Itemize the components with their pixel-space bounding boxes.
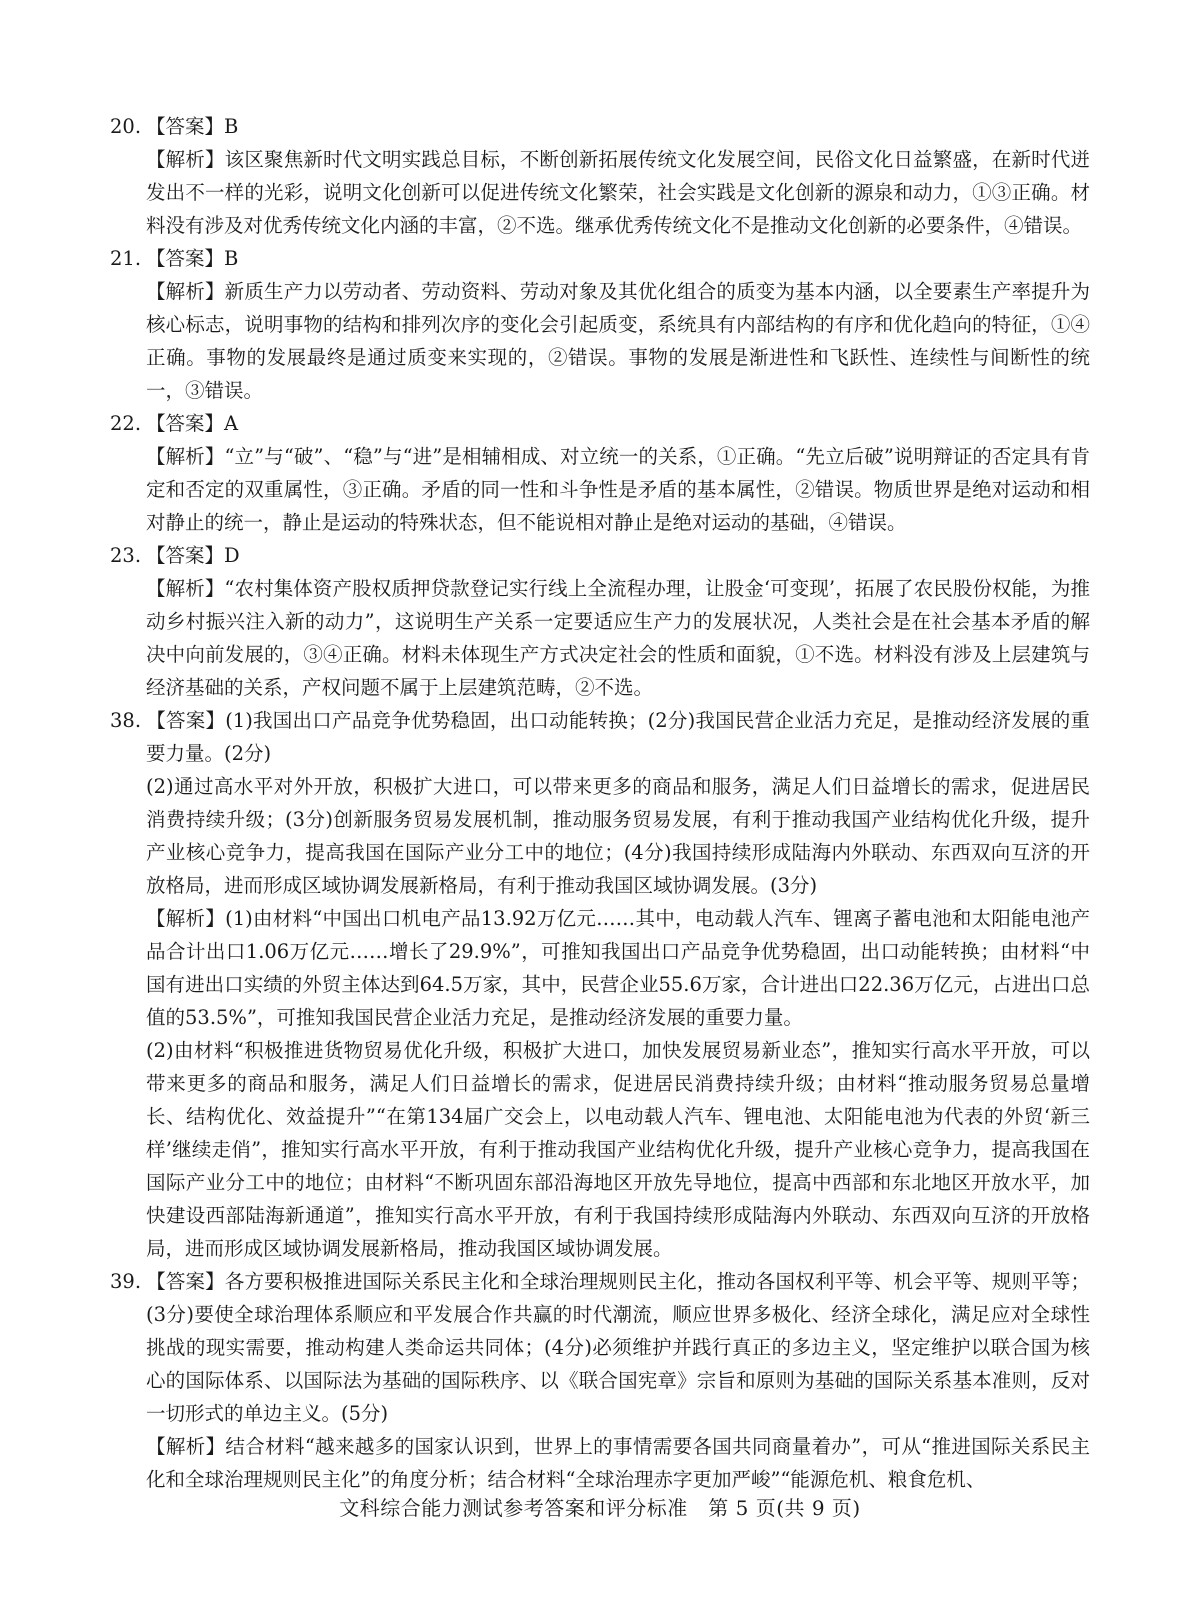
explanation-paragraph: 【解析】结合材料“越来越多的国家认识到，世界上的事情需要各国共同商量着办”，可从“推进国际关系民主化和全球治理规则民主化”的角度分析；结合材料“全球治理赤字更加严峻”“能源危机、粮食危机、 <box>146 1435 1090 1491</box>
explanation-paragraph: 【解析】新质生产力以劳动者、劳动资料、劳动对象及其优化组合的质变为基本内涵，以全要素生产率提升为核心标志，说明事物的结构和排列次序的变化会引起质变，系统具有内部结构的有序和优化趋向的特征，①④正确。事物的发展最终是通过质变来实现的，②错误。事物的发展是渐进性和飞跃性、连续性与间断性的统一，③错误。 <box>146 280 1090 402</box>
question-number: 21. <box>110 247 142 270</box>
question-block <box>110 110 1090 242</box>
answer-text: 【答案】B <box>146 115 239 138</box>
question-block <box>110 242 1090 407</box>
answer-line <box>110 1265 1090 1430</box>
question-block <box>110 1265 1090 1496</box>
answer-text: 【答案】D <box>146 544 240 567</box>
answer-text: 【答案】B <box>146 247 239 270</box>
explanation-paragraph: 【解析】“立”与“破”、“稳”与“进”是相辅相成、对立统一的关系，①正确。“先立后破”说明辩证的否定具有肯定和否定的双重属性，③正确。矛盾的同一性和斗争性是矛盾的基本属性，②错误。物质世界是绝对运动和相对静止的统一，静止是运动的特殊状态，但不能说相对静止是绝对运动的基础，④错误。 <box>146 445 1090 534</box>
question-number: 22. <box>110 412 142 435</box>
question-block <box>110 539 1090 704</box>
page-footer: 文科综合能力测试参考答案和评分标准 第 5 页(共 9 页) <box>339 1496 861 1520</box>
answer-line <box>110 407 1090 440</box>
question-number: 23. <box>110 544 142 567</box>
question-number: 20. <box>110 115 142 138</box>
explanation-paragraph: 【解析】(1)由材料“中国出口机电产品13.92万亿元……其中，电动载人汽车、锂离子蓄电池和太阳能电池产品合计出口1.06万亿元……增长了29.9%”，可推知我国出口产品竞争优势稳固，出口动能转换；由材料“中国有进出口实绩的外贸主体达到64.5万家，其中，民营企业55.6万家，合计进出口22.36万亿元，占进出口总值的53.5%”，可推知我国民营企业活力充足，是推动经济发展的重要力量。 <box>146 907 1090 1029</box>
question-block <box>110 704 1090 1265</box>
question-block <box>110 407 1090 539</box>
explanation-paragraph: (2)由材料“积极推进货物贸易优化升级，积极扩大进口，加快发展贸易新业态”，推知实行高水平开放，可以带来更多的商品和服务，满足人们日益增长的需求，促进居民消费持续升级；由材料“推动服务贸易总量增长、结构优化、效益提升”“在第134届广交会上，以电动载人汽车、锂电池、太阳能电池为代表的外贸‘新三样’继续走俏”，推知实行高水平开放，有利于推动我国产业结构优化升级，提升产业核心竞争力，提高我国在国际产业分工中的地位；由材料“不断巩固东部沿海地区开放先导地位，提高中西部和东北地区开放水平，加快建设西部陆海新通道”，推知实行高水平开放，有利于我国持续形成陆海内外联动、东西双向互济的开放格局，进而形成区域协调发展新格局，推动我国区域协调发展。 <box>146 1039 1090 1260</box>
explanation-paragraph: 【解析】该区聚焦新时代文明实践总目标，不断创新拓展传统文化发展空间，民俗文化日益繁盛，在新时代迸发出不一样的光彩，说明文化创新可以促进传统文化繁荣，社会实践是文化创新的源泉和动力，①③正确。材料没有涉及对优秀传统文化内涵的丰富，②不选。继承优秀传统文化不是推动文化创新的必要条件，④错误。 <box>146 148 1090 237</box>
answer-line <box>110 110 1090 143</box>
answer-line <box>110 704 1090 770</box>
answer-text: 【答案】各方要积极推进国际关系民主化和全球治理规则民主化，推动各国权利平等、机会平等、规则平等；(3分)要使全球治理体系顺应和平发展合作共赢的时代潮流，顺应世界多极化、经济全球化，满足应对全球性挑战的现实需要，推动构建人类命运共同体；(4分)必须维护并践行真正的多边主义，坚定维护以联合国为核心的国际体系、以国际法为基础的国际秩序、以《联合国宪章》宗旨和原则为基础的国际关系基本准则，反对一切形式的单边主义。(5分) <box>146 1270 1090 1425</box>
explanation-paragraph: (2)通过高水平对外开放，积极扩大进口，可以带来更多的商品和服务，满足人们日益增长的需求，促进居民消费持续升级；(3分)创新服务贸易发展机制，推动服务贸易发展，有利于推动我国产业结构优化升级，提升产业核心竞争力，提高我国在国际产业分工中的地位；(4分)我国持续形成陆海内外联动、东西双向互济的开放格局，进而形成区域协调发展新格局，有利于推动我国区域协调发展。(3分) <box>146 775 1090 897</box>
answer-content <box>110 110 1090 1496</box>
answer-text: 【答案】(1)我国出口产品竞争优势稳固，出口动能转换；(2分)我国民营企业活力充足，是推动经济发展的重要力量。(2分) <box>146 709 1090 765</box>
answer-text: 【答案】A <box>146 412 239 435</box>
question-number: 38. <box>110 709 142 732</box>
answer-line <box>110 242 1090 275</box>
explanation-paragraph: 【解析】“农村集体资产股权质押贷款登记实行线上全流程办理，让股金‘可变现’，拓展了农民股份权能，为推动乡村振兴注入新的动力”，这说明生产关系一定要适应生产力的发展状况，人类社会是在社会基本矛盾的解决中向前发展的，③④正确。材料未体现生产方式决定社会的性质和面貌，①不选。材料没有涉及上层建筑与经济基础的关系，产权问题不属于上层建筑范畴，②不选。 <box>146 577 1090 699</box>
answer-line <box>110 539 1090 572</box>
question-number: 39. <box>110 1270 142 1293</box>
